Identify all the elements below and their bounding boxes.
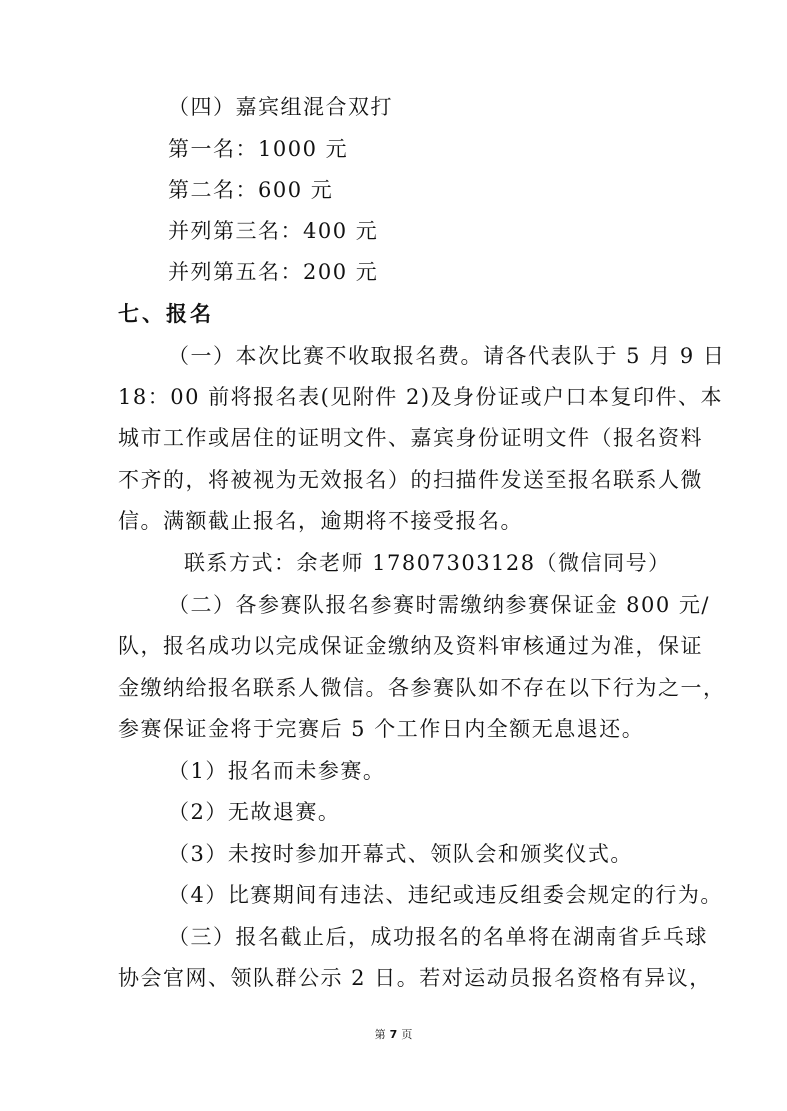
section-four-title: （四）嘉宾组混合双打 <box>168 95 393 119</box>
page-number: 7 <box>389 1028 398 1041</box>
prize-second: 第二名：600 元 <box>168 178 334 202</box>
prize-third: 并列第三名：400 元 <box>168 219 379 243</box>
condition-item: （1）报名而未参赛。 <box>168 759 386 783</box>
condition-item: （3）未按时参加开幕式、领队会和颁奖仪式。 <box>168 842 633 866</box>
condition-item: （4）比赛期间有违法、违纪或违反组委会规定的行为。 <box>168 883 723 907</box>
contact-info: 联系方式：余老师 17807303128（微信同号） <box>184 551 671 575</box>
para2-line: 参赛保证金将于完赛后 5 个工作日内全额无息退还。 <box>118 717 645 741</box>
para3-line: 协会官网、领队群公示 2 日。若对运动员报名资格有异议， <box>118 966 712 990</box>
footer-suffix: 页 <box>401 1028 413 1041</box>
footer-prefix: 第 <box>374 1028 386 1041</box>
para2-line: 队，报名成功以完成保证金缴纳及资料审核通过为准，保证 <box>118 634 703 658</box>
para1-line: 城市工作或居住的证明文件、嘉宾身份证明文件（报名资料 <box>118 426 703 450</box>
section-seven-heading: 七、报名 <box>118 302 214 326</box>
para1-line: 信。满额截止报名，逾期将不接受报名。 <box>118 509 523 533</box>
para1-line: （一）本次比赛不收取报名费。请各代表队于 5 月 9 日 <box>168 344 726 368</box>
para3-line: （三）报名截止后，成功报名的名单将在湖南省乒乓球 <box>168 925 708 949</box>
para1-line: 不齐的，将被视为无效报名）的扫描件发送至报名联系人微 <box>118 468 703 492</box>
page-footer <box>0 1029 787 1040</box>
para2-line: （二）各参赛队报名参赛时需缴纳参赛保证金 800 元/ <box>168 593 711 617</box>
para1-line: 18：00 前将报名表(见附件 2)及身份证或户口本复印件、本 <box>118 385 724 409</box>
condition-item: （2）无故退赛。 <box>168 800 341 824</box>
prize-first: 第一名：1000 元 <box>168 137 349 161</box>
prize-fifth: 并列第五名：200 元 <box>168 260 379 284</box>
para2-line: 金缴纳给报名联系人微信。各参赛队如不存在以下行为之一， <box>118 676 726 700</box>
